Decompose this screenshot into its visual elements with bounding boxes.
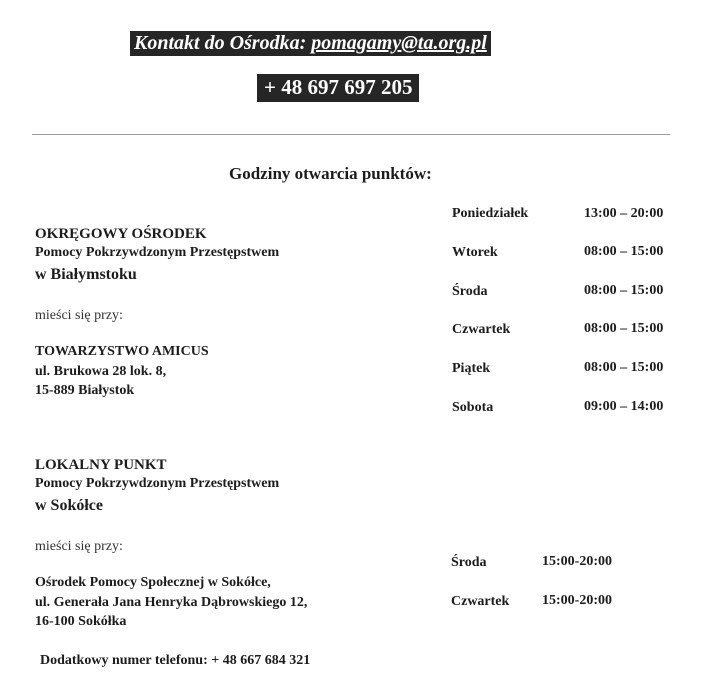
local-point-org-name: Ośrodek Pomocy Społecznej w Sokółce, xyxy=(35,575,271,590)
main-center-subtitle: Pomocy Pokrzywdzonym Przestępstwem xyxy=(35,245,280,260)
schedule-day: Piątek xyxy=(452,361,491,376)
schedule-hours: 13:00 – 20:00 xyxy=(584,206,664,221)
schedule-hours: 08:00 – 15:00 xyxy=(584,244,664,259)
main-center-street: ul. Brukowa 28 lok. 8, xyxy=(35,364,167,379)
schedule-hours: 08:00 – 15:00 xyxy=(584,360,664,375)
hours-heading: Godziny otwarcia punktów: xyxy=(229,164,432,183)
main-center-title: OKRĘGOWY OŚRODEK xyxy=(35,226,207,242)
schedule-day: Czwartek xyxy=(451,594,510,609)
main-center-org-name: TOWARZYSTWO AMICUS xyxy=(35,344,209,359)
schedule-day: Środa xyxy=(452,284,488,299)
local-point-extra-phone: Dodatkowy numer telefonu: + 48 667 684 321 xyxy=(40,653,311,668)
schedule-day: Sobota xyxy=(452,400,494,415)
main-center-located-at: mieści się przy: xyxy=(35,308,123,323)
local-point-subtitle: Pomocy Pokrzywdzonym Przestępstwem xyxy=(35,476,280,491)
schedule-day: Czwartek xyxy=(452,322,511,337)
schedule-hours: 09:00 – 14:00 xyxy=(584,399,664,414)
local-point-postal-city: 16-100 Sokółka xyxy=(35,614,127,629)
local-point-street: ul. Generała Jana Henryka Dąbrowskiego 12, xyxy=(35,595,308,610)
local-point-located-at: mieści się przy: xyxy=(35,539,123,554)
contact-email-label: Kontakt do Ośrodka: xyxy=(134,32,312,54)
contact-phone-banner[interactable]: + 48 697 697 205 xyxy=(257,74,419,102)
schedule-hours: 08:00 – 15:00 xyxy=(584,283,664,298)
schedule-day: Poniedziałek xyxy=(452,206,529,221)
contact-email-banner xyxy=(130,31,491,56)
schedule-day: Wtorek xyxy=(452,245,498,260)
local-point-title: LOKALNY PUNKT xyxy=(35,457,167,473)
schedule-hours: 15:00-20:00 xyxy=(542,593,612,608)
contact-email-link[interactable]: pomagamy@ta.org.pl xyxy=(311,32,487,54)
local-point-city: w Sokółce xyxy=(35,497,103,514)
schedule-hours: 15:00-20:00 xyxy=(542,554,612,569)
schedule-day: Środa xyxy=(451,555,487,570)
schedule-hours: 08:00 – 15:00 xyxy=(584,321,664,336)
main-center-postal-city: 15-889 Białystok xyxy=(35,383,135,398)
divider xyxy=(32,134,670,135)
main-center-city: w Białymstoku xyxy=(35,266,137,283)
